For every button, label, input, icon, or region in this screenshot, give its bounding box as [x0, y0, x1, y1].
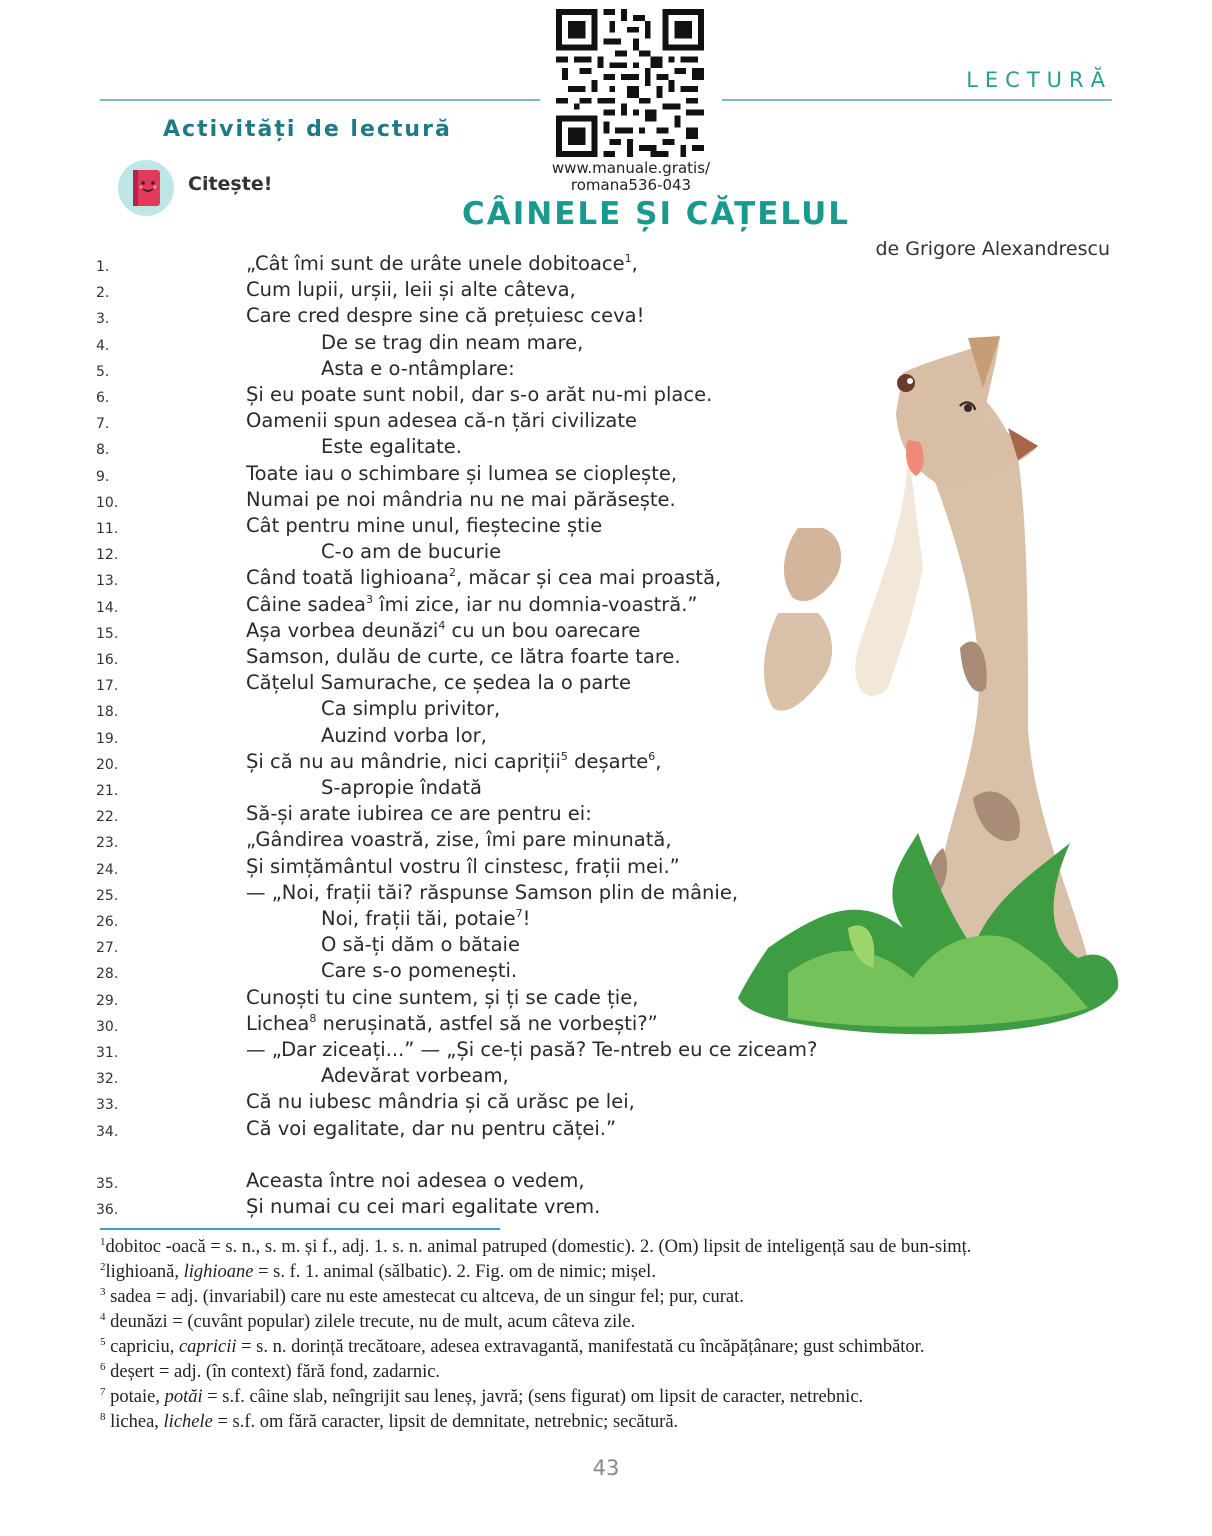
footnote-text: capriciu, — [105, 1337, 179, 1357]
footnote — [100, 1312, 1120, 1337]
footnote — [100, 1387, 1120, 1412]
line-number: 5. — [96, 363, 110, 380]
verse-text — [246, 1090, 635, 1113]
line-number: 13. — [96, 573, 119, 590]
line-number: 3. — [96, 311, 110, 328]
verse-text — [246, 750, 661, 773]
line-number: 31. — [96, 1045, 119, 1061]
line-number: 27. — [96, 940, 119, 957]
footnote-ref: 7 — [515, 907, 523, 920]
verse-fragment: , — [631, 252, 638, 275]
verse-fragment: Ca simplu privitor, — [321, 697, 501, 721]
verse-text — [321, 776, 482, 799]
line-number: 19. — [96, 730, 119, 747]
verse-fragment: Noi, frații tăi, potaie — [321, 907, 516, 930]
footnote-text: sadea = adj. (invariabil) care nu este amestecat cu altceva, de un singur fel; pur, curat. — [105, 1287, 744, 1307]
verse-fragment: „Gândirea voastră, zise, îmi pare minunată, — [246, 828, 672, 852]
footnote-text: deșert = adj. (în context) fără fond, zadarnic. — [105, 1362, 441, 1382]
verse-text — [246, 1117, 616, 1140]
verse-fragment: Și simțământul vostru îl cinstesc, frații mei.” — [246, 854, 680, 878]
section-label: LECTURĂ — [966, 68, 1112, 92]
footnote-ref: 8 — [309, 1011, 317, 1025]
verse-fragment: nerușinată, astfel să ne vorbești?” — [316, 1011, 658, 1035]
verse-fragment: C-o am de bucurie — [321, 540, 502, 564]
verse-fragment: Samson, dulău de curte, ce lătra foarte tare. — [246, 645, 681, 668]
verse-fragment: îmi zice, iar nu domnia-voastră.” — [372, 592, 698, 616]
line-number: 4. — [96, 337, 110, 354]
verse-text — [246, 986, 638, 1009]
verse-text — [321, 724, 487, 747]
verse-fragment: Așa vorbea deunăzi — [246, 618, 439, 642]
verse-fragment: S-apropie îndată — [321, 776, 482, 799]
verse-text — [246, 1169, 585, 1192]
verse-fragment: cu un bou oarecare — [445, 618, 641, 642]
line-number: 6. — [96, 390, 110, 406]
verse-fragment: Când toată lighioana — [246, 566, 449, 590]
line-number: 28. — [96, 966, 119, 983]
footnote-text: deunăzi = (cuvânt popular) zilele trecute, nu de mult, acum câteva zile. — [105, 1312, 636, 1332]
footnote-ref: 3 — [365, 592, 373, 606]
verse-text — [246, 881, 738, 904]
footnote — [100, 1237, 1120, 1262]
read-label: Citește! — [188, 173, 273, 195]
verse-fragment: Toate iau o schimbare și lumea se cioplește, — [246, 461, 678, 485]
line-number: 2. — [96, 285, 110, 302]
poem-author: de Grigore Alexandrescu — [875, 238, 1110, 260]
verse-fragment: De se trag din neam mare, — [321, 330, 584, 354]
dog-illustration — [728, 328, 1120, 1044]
verse-text — [246, 409, 637, 432]
verse-text — [246, 278, 576, 301]
verse-fragment: — „Noi, frații tăi? răspunse Samson plin de mânie, — [246, 880, 739, 904]
line-number: 18. — [96, 704, 119, 721]
line-number: 25. — [96, 887, 119, 904]
line-number: 7. — [96, 416, 110, 433]
footnote — [100, 1262, 1120, 1287]
verse-text — [321, 357, 515, 380]
verse-fragment: Auzind vorba lor, — [321, 723, 487, 747]
verse-text — [246, 1038, 817, 1061]
footnote-number: 4 — [100, 1311, 106, 1323]
verse-fragment: — „Dar ziceați...” — „Și ce-ți pasă? Te-ntreb eu ce ziceam? — [246, 1038, 818, 1061]
verse-fragment: Cât pentru mine unul, fieștecine știe — [246, 514, 603, 537]
book-icon — [118, 160, 174, 216]
verse-fragment: Și eu poate sunt nobil, dar s-o arăt nu-mi place. — [246, 383, 713, 406]
verse-fragment: , — [655, 749, 662, 773]
verse-text — [246, 593, 698, 616]
footnote — [100, 1412, 1120, 1437]
footnote — [100, 1287, 1120, 1312]
verse-fragment: Asta e o-ntâmplare: — [321, 356, 515, 380]
footnote-number: 8 — [100, 1411, 106, 1423]
verse-fragment: Cunoști tu cine suntem, și ți se cade ție, — [246, 985, 639, 1009]
verse-fragment: Că nu iubesc mândria și că urăsc pe lei, — [246, 1090, 635, 1114]
verse-text — [246, 304, 644, 327]
verse-text — [246, 383, 712, 406]
line-number: 29. — [96, 992, 119, 1009]
footnote-ref: 6 — [648, 749, 656, 763]
line-number: 12. — [96, 547, 119, 564]
header-rule-right — [722, 99, 1112, 101]
verse-fragment: deșarte — [567, 749, 649, 773]
line-number: 23. — [96, 835, 119, 852]
qr-url[interactable]: www.manuale.gratis/ romana536-043 — [551, 159, 711, 194]
footnote-rule — [100, 1228, 500, 1230]
footnote — [100, 1337, 1120, 1362]
line-number: 17. — [96, 678, 119, 695]
verse-fragment: Aceasta între noi adesea o vedem, — [246, 1168, 585, 1192]
verse-text — [246, 855, 680, 878]
qr-code-icon[interactable] — [556, 9, 704, 157]
verse-text — [321, 959, 517, 982]
verse-fragment: Că voi egalitate, dar nu pentru căței.” — [246, 1116, 617, 1140]
verse-fragment: Care cred despre sine că prețuiesc ceva! — [246, 304, 645, 328]
footnote — [100, 1362, 1120, 1387]
verse-fragment: Adevărat vorbeam, — [321, 1064, 509, 1088]
line-number: 33. — [96, 1097, 119, 1114]
verse-fragment: Numai pe noi mândria nu ne mai părăsește. — [246, 487, 676, 511]
verse-fragment: O să-ți dăm o bătaie — [321, 933, 520, 957]
verse-text — [246, 1195, 600, 1218]
verse-text — [321, 331, 583, 354]
footnote-plural-form: lighioane — [183, 1262, 254, 1282]
line-number: 32. — [96, 1071, 119, 1088]
footnote-number: 1 — [100, 1236, 106, 1248]
verse-text — [321, 1064, 509, 1087]
footnote-text: lichea, — [105, 1412, 164, 1432]
footnote-ref: 2 — [449, 566, 456, 580]
footnote-number: 6 — [100, 1361, 106, 1373]
line-number: 10. — [96, 494, 119, 511]
verse-fragment: Și că nu au mândrie, nici capriții — [246, 749, 561, 773]
line-number: 21. — [96, 783, 119, 799]
line-number: 8. — [96, 442, 110, 459]
footnote-number: 2 — [100, 1261, 106, 1273]
line-number: 11. — [96, 521, 119, 537]
verse-text — [246, 514, 602, 537]
footnote-ref: 1 — [624, 252, 632, 265]
line-number: 16. — [96, 652, 119, 668]
verse-fragment: Lichea — [246, 1011, 310, 1035]
verse-text — [246, 619, 640, 642]
header-rule-left — [100, 99, 540, 101]
activities-heading: Activități de lectură — [163, 117, 452, 142]
line-number: 26. — [96, 914, 119, 930]
footnotes — [100, 1237, 1120, 1437]
footnote-text: dobitoc -oacă = s. n., s. m. și f., adj. 1. s. n. animal patruped (domestic). 2. (Om) lipsit de inteligență sau de bun-simț. — [105, 1237, 972, 1257]
verse-fragment: Cățelul Samurache, ce ședea la o parte — [246, 671, 632, 695]
line-number: 30. — [96, 1018, 119, 1035]
line-number: 15. — [96, 625, 119, 642]
line-number: 24. — [96, 861, 119, 878]
footnote-text: = s. n. dorință trecătoare, adesea extravagantă, manifestată cu încăpățânare; gust schimbător. — [236, 1337, 925, 1357]
footnote-number: 5 — [100, 1336, 106, 1348]
line-number: 34. — [96, 1123, 119, 1140]
verse-fragment: Câine sadea — [246, 592, 366, 616]
line-number: 14. — [96, 599, 119, 616]
verse-text — [321, 540, 501, 563]
line-number: 36. — [96, 1202, 119, 1218]
line-number: 20. — [96, 756, 119, 773]
verse-fragment: , măcar și cea mai proastă, — [456, 566, 722, 590]
footnote-text: = s.f. câine slab, neîngrijit sau leneș, javră; (sens figurat) om lipsit de caracter, netrebnic. — [202, 1387, 864, 1407]
footnote-text: lighioană, — [105, 1262, 184, 1282]
verse-fragment: Și numai cu cei mari egalitate vrem. — [246, 1195, 601, 1218]
line-number: 9. — [96, 468, 110, 485]
footnote-text: potaie, — [105, 1387, 165, 1407]
line-number: 1. — [96, 259, 110, 275]
footnote-number: 7 — [100, 1386, 106, 1398]
line-number: 22. — [96, 809, 119, 826]
footnote-plural-form: capricii — [178, 1337, 237, 1357]
footnote-ref: 4 — [438, 618, 446, 632]
verse-fragment: ! — [522, 907, 531, 930]
verse-text — [246, 252, 638, 275]
verse-text — [246, 488, 676, 511]
verse-text — [321, 697, 500, 720]
verse-fragment: Să-și arate iubirea ce are pentru ei: — [246, 802, 592, 826]
verse-fragment: Oamenii spun adesea că-n țări civilizate — [246, 409, 638, 433]
footnote-text: = s. f. 1. animal (sălbatic). 2. Fig. om de nimic; mișel. — [253, 1262, 656, 1282]
verse-fragment: „Cât îmi sunt de urâte unele dobitoace — [246, 252, 625, 275]
verse-text — [246, 462, 677, 485]
verse-fragment: Cum lupii, urșii, leii și alte câteva, — [246, 278, 576, 302]
verse-text — [246, 802, 592, 825]
footnote-plural-form: lichele — [163, 1412, 213, 1432]
verse-text — [246, 828, 672, 851]
verse-text — [246, 671, 631, 694]
verse-fragment: Este egalitate. — [321, 435, 462, 459]
page-number: 43 — [592, 1456, 620, 1480]
verse-text — [246, 1012, 658, 1035]
footnote-ref: 5 — [560, 749, 568, 763]
footnote-plural-form: potăi — [164, 1387, 203, 1407]
footnote-text: = s.f. om fără caracter, lipsit de demnitate, netrebnic; secătură. — [212, 1412, 679, 1432]
footnote-number: 3 — [100, 1286, 106, 1298]
line-number: 35. — [96, 1175, 119, 1192]
verse-text — [321, 907, 530, 930]
verse-fragment: Care s-o pomenești. — [321, 959, 518, 983]
verse-text — [321, 435, 462, 458]
verse-text — [246, 645, 681, 668]
verse-text — [321, 933, 520, 956]
poem-title: CÂINELE ȘI CĂȚELUL — [462, 196, 851, 232]
verse-text — [246, 566, 721, 589]
